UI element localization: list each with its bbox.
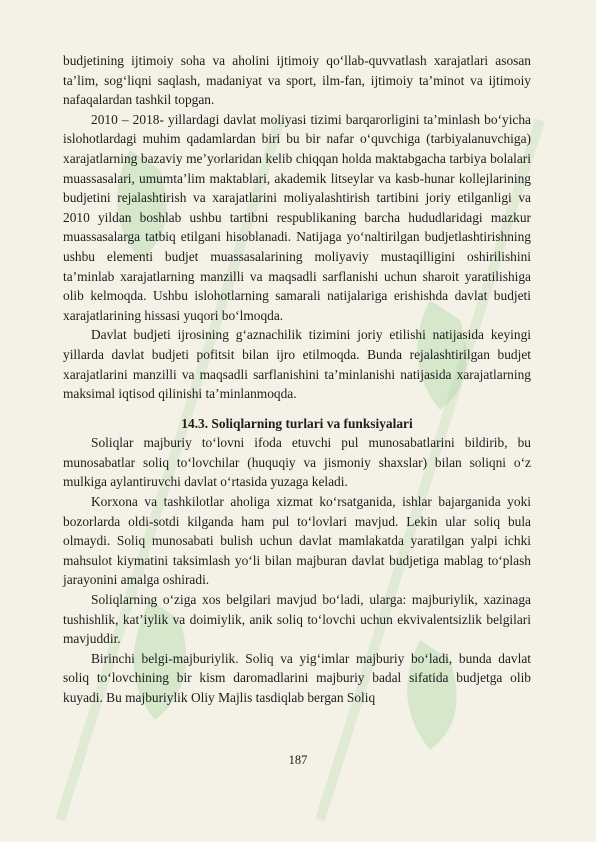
paragraph: Soliqlarning o‘ziga xos belgilari mavjud bo‘ladi, ularga: majburiylik, xazinaga tushishlik, kat’iylik va doimiylik, anik soliq to‘lovchi uchun ekvivalentsizlik belgilari mavjuddir. — [63, 592, 531, 647]
paragraph: Korxona va tashkilotlar aholiga xizmat ko‘rsatganida, ishlar bajarganida yoki bozorlarda oldi-sotdi kilganda ham pul to‘lovlari mavjud. Lekin ular soliq bula olmaydi. Soliq munosabati bulish uchun davlat mamlakatda yaratilgan yalpi ichki mahsulot kiymatini taksimlash yo‘li bilan majburan davlat budjetiga mablag to‘plash jarayonini amalga oshiradi. — [63, 494, 531, 588]
paragraph: Soliqlar majburiy to‘lovni ifoda etuvchi pul munosabatlarini bildirib, bu munosabatlar soliq to‘lovchilar (huquqiy va jismoniy shaxslar) bilan soliqni o‘z mulkiga aylantiruvchi davlat o‘rtasida yuzaga keladi. — [63, 435, 531, 490]
document-page — [63, 51, 531, 708]
paragraph: 2010 – 2018- yillardagi davlat moliyasi tizimi barqarorligini ta’minlash bo‘yicha islohotlardagi muhim qadamlardan biri bu bir nafar o‘quvchiga (tarbiyalanuvchiga) xarajatlarning bazaviy me’yorlaridan kelib chiqqan holda maktabgacha tarbiya bolalari muassasalari, umumta’lim maktablari, akademik litseylar va kasb-hunar kollejlarining budjetini rejalashtirish va xarajatlarini moliyalashtirish tartibini joriy etilganligi va 2010 yildan boshlab ushbu tartibni respublikaning barcha hududlaridagi mazkur muassasalarga tatbiq etilgani hisoblanadi. Natijaga yo‘naltirilgan budjetlashtirishning ushbu elementi budjet muassasalarining moliyaviy mustaqilligini oshirilishini ta’minlab xarajatlarning manzilli va maqsadli sarflanishi uchun sharoit yaratilishiga olib kelmoqda. Ushbu islohotlarning samarali natijalariga erishishda davlat budjeti xarajatlarining hissasi yuqori bo‘lmoqda. — [63, 111, 531, 323]
paragraph: Birinchi belgi-majburiylik. Soliq va yig‘imlar majburiy bo‘ladi, bunda davlat soliq to‘lovchining bir kism daromadlarini majburiy badal sifatida budjetga olib kuyadi. Bu majburiylik Oliy Majlis tasdiqlab bergan Soliq — [63, 650, 531, 705]
page-number: 187 — [288, 753, 308, 767]
paragraph: budjetining ijtimoiy soha va aholini ijtimoiy qo‘llab-quvvatlash xarajatlari asosan ta’lim, sog‘liqni saqlash, madaniyat va sport, ilm-fan, ijtimoiy ta’minot va ijtimoiy nafaqalardan tashkil topgan. — [63, 53, 531, 108]
section-heading: 14.3. Soliqlarning turlari va funksiyalari — [181, 415, 413, 431]
paragraph: Davlat budjeti ijrosining g‘aznachilik tizimini joriy etilishi natijasida keyingi yillarda davlat budjeti pofitsit bilan ijro etilmoqda. Bunda rejalashtirilgan budjet xarajatlarini manzilli va maqsadli sarflanishini ta’minlanishi natijasida xarajatlarning maksimal iqtisod qilinishi ta’minlanmoqda. — [63, 327, 531, 402]
